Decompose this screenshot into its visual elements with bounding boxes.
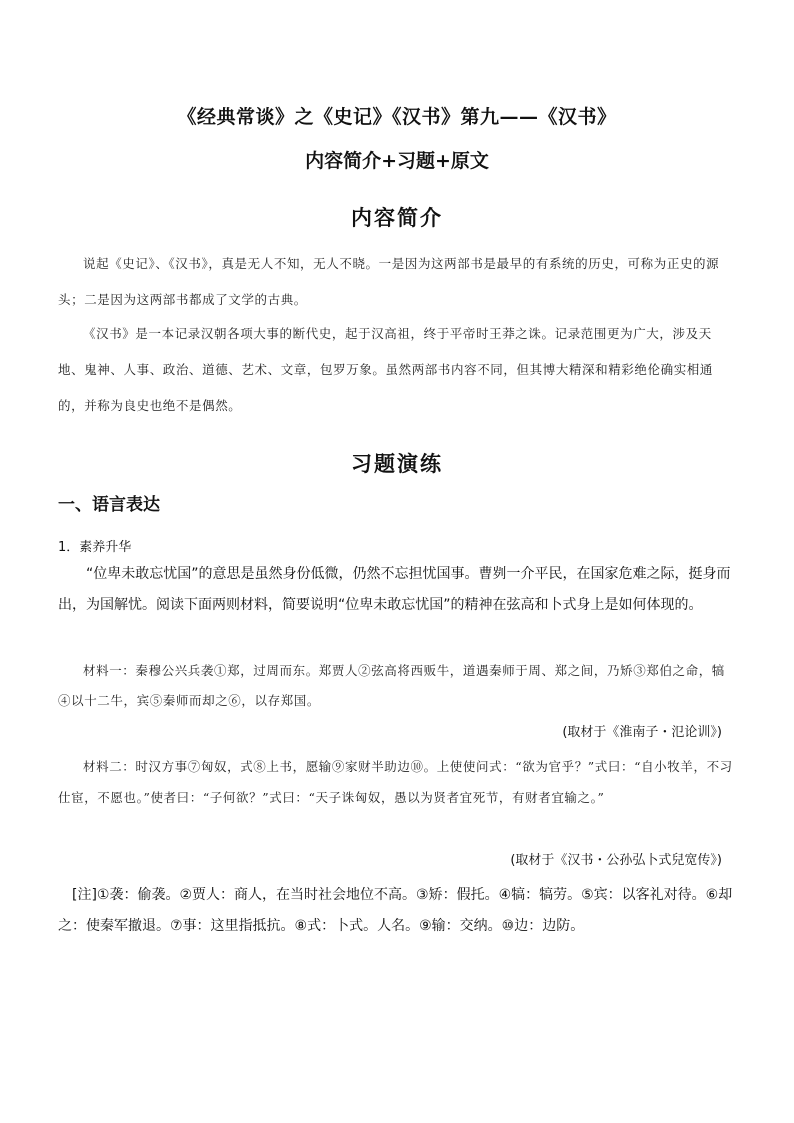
annotation-notes: [注]①袭：偷袭。②贾人：商人，在当时社会地位不高。③矫：假托。④犒：犒劳。⑤宾：以客礼对待。⑥却之：使秦军撤退。⑦事：这里指抵抗。⑧式：卜式。人名。⑨输：交纳。⑩边：边防。	[58, 887, 733, 934]
material-1-source: (取材于《淮南子・氾论训》)	[562, 725, 722, 740]
document-title: 《经典常谈》之《史记》《汉书》第九——《汉书》	[177, 106, 617, 128]
material-2-source: (取材于《汉书・公孙弘卜式兒宽传》)	[510, 853, 722, 868]
question-label: 1．素养升华	[58, 540, 132, 555]
section-language-expression: 一、语言表达	[58, 495, 160, 515]
intro-paragraph-1: 说起《史记》、《汉书》，真是无人不知，无人不晓。一是因为这两部书是最早的有系统的历史，可称为正史的源头；二是因为这两部书都成了文学的古典。	[58, 256, 720, 307]
material-1: 材料一：秦穆公兴兵袭①郑，过周而东。郑贾人②弦高将西贩牛，道遇秦师于周、郑之间，乃矫③郑伯之命，犒④以十二牛，宾⑤秦师而却之⑥，以存郑国。	[58, 663, 725, 708]
intro-paragraph-2: 《汉书》是一本记录汉朝各项大事的断代史，起于汉高祖，终于平帝时王莽之诛。记录范围更为广大，涉及天地、鬼神、人事、政治、道德、艺术、文章，包罗万象。虽然两部书内容不同，但其博大精深和精彩绝伦确实相通的，并称为良史也绝不是偶然。	[58, 326, 714, 413]
document-subtitle: 内容简介+习题+原文	[305, 150, 489, 172]
material-2: 材料二：时汉方事⑦匈奴，式⑧上书，愿输⑨家财半助边⑩。上使使问式：“欲为官乎？”式曰：“自小牧羊，不习仕宦，不愿也。”使者曰：“子何欲？”式曰：“天子诛匈奴，愚以为贤者宜死节，有财者宜输之。”	[58, 759, 733, 805]
exercises-heading: 习题演练	[351, 451, 443, 476]
question-text: “位卑未敢忘忧国”的意思是虽然身份低微，仍然不忘担忧国事。曹刿一介平民，在国家危难之际，挺身而出，为国解忧。阅读下面两则材料，简要说明“位卑未敢忘忧国”的精神在弦高和卜式身上是如何体现的。	[58, 566, 731, 613]
intro-heading: 内容简介	[351, 205, 443, 230]
